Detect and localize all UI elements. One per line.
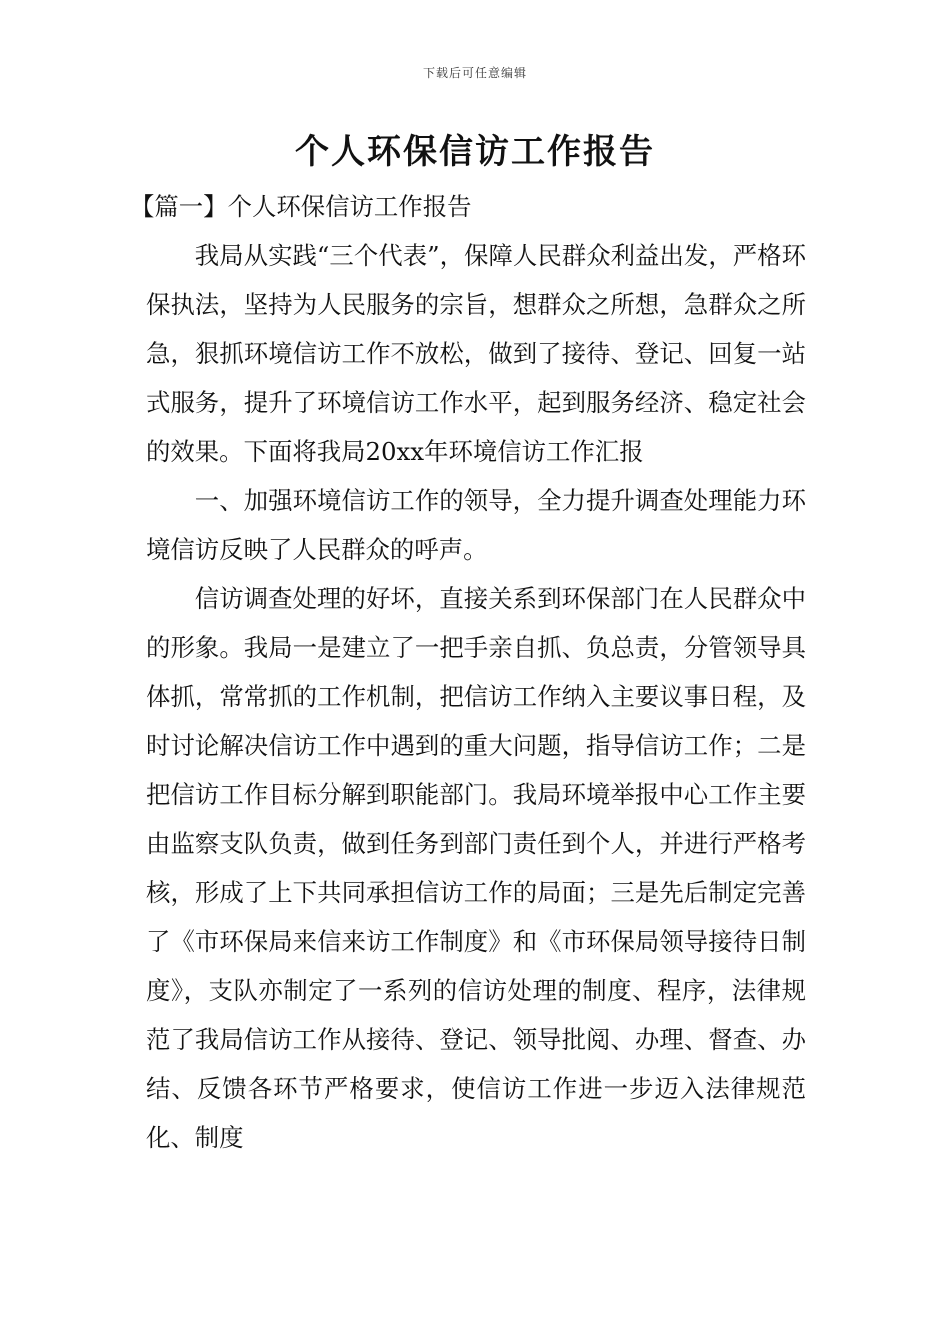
header-note: 下载后可任意编辑	[422, 66, 527, 80]
document-title: 个人环保信访工作报告	[295, 132, 655, 172]
section-heading: 【篇一】个人环保信访工作报告	[130, 192, 472, 221]
paragraph-intro: 我局从实践“三个代表”，保障人民群众利益出发，严格环保执法，坚持为人民服务的宗旨，想群众之所想，急群众之所急，狠抓环境信访工作不放松，做到了接待、登记、回复一站式服务，提升了环境信访工作水平，起到服务经济、稳定社会的效果。下面将我局20xx年环境信访工作汇报	[146, 241, 806, 466]
document-body	[130, 182, 806, 1162]
paragraph-investigation: 信访调查处理的好坏，直接关系到环保部门在人民群众中的形象。我局一是建立了一把手亲自抓、负总责，分管领导具体抓，常常抓的工作机制，把信访工作纳入主要议事日程，及时讨论解决信访工作中遇到的重大问题，指导信访工作；二是把信访工作目标分解到职能部门。我局环境举报中心工作主要由监察支队负责，做到任务到部门责任到个人，并进行严格考核，形成了上下共同承担信访工作的局面；三是先后制定完善了《市环保局来信来访工作制度》和《市环保局领导接待日制度》，支队亦制定了一系列的信访处理的制度、程序，法律规范了我局信访工作从接待、登记、领导批阅、办理、督查、办结、反馈各环节严格要求，使信访工作进一步迈入法律规范化、制度	[146, 584, 806, 1152]
paragraph-point-one: 一、加强环境信访工作的领导，全力提升调查处理能力环境信访反映了人民群众的呼声。	[146, 486, 806, 564]
